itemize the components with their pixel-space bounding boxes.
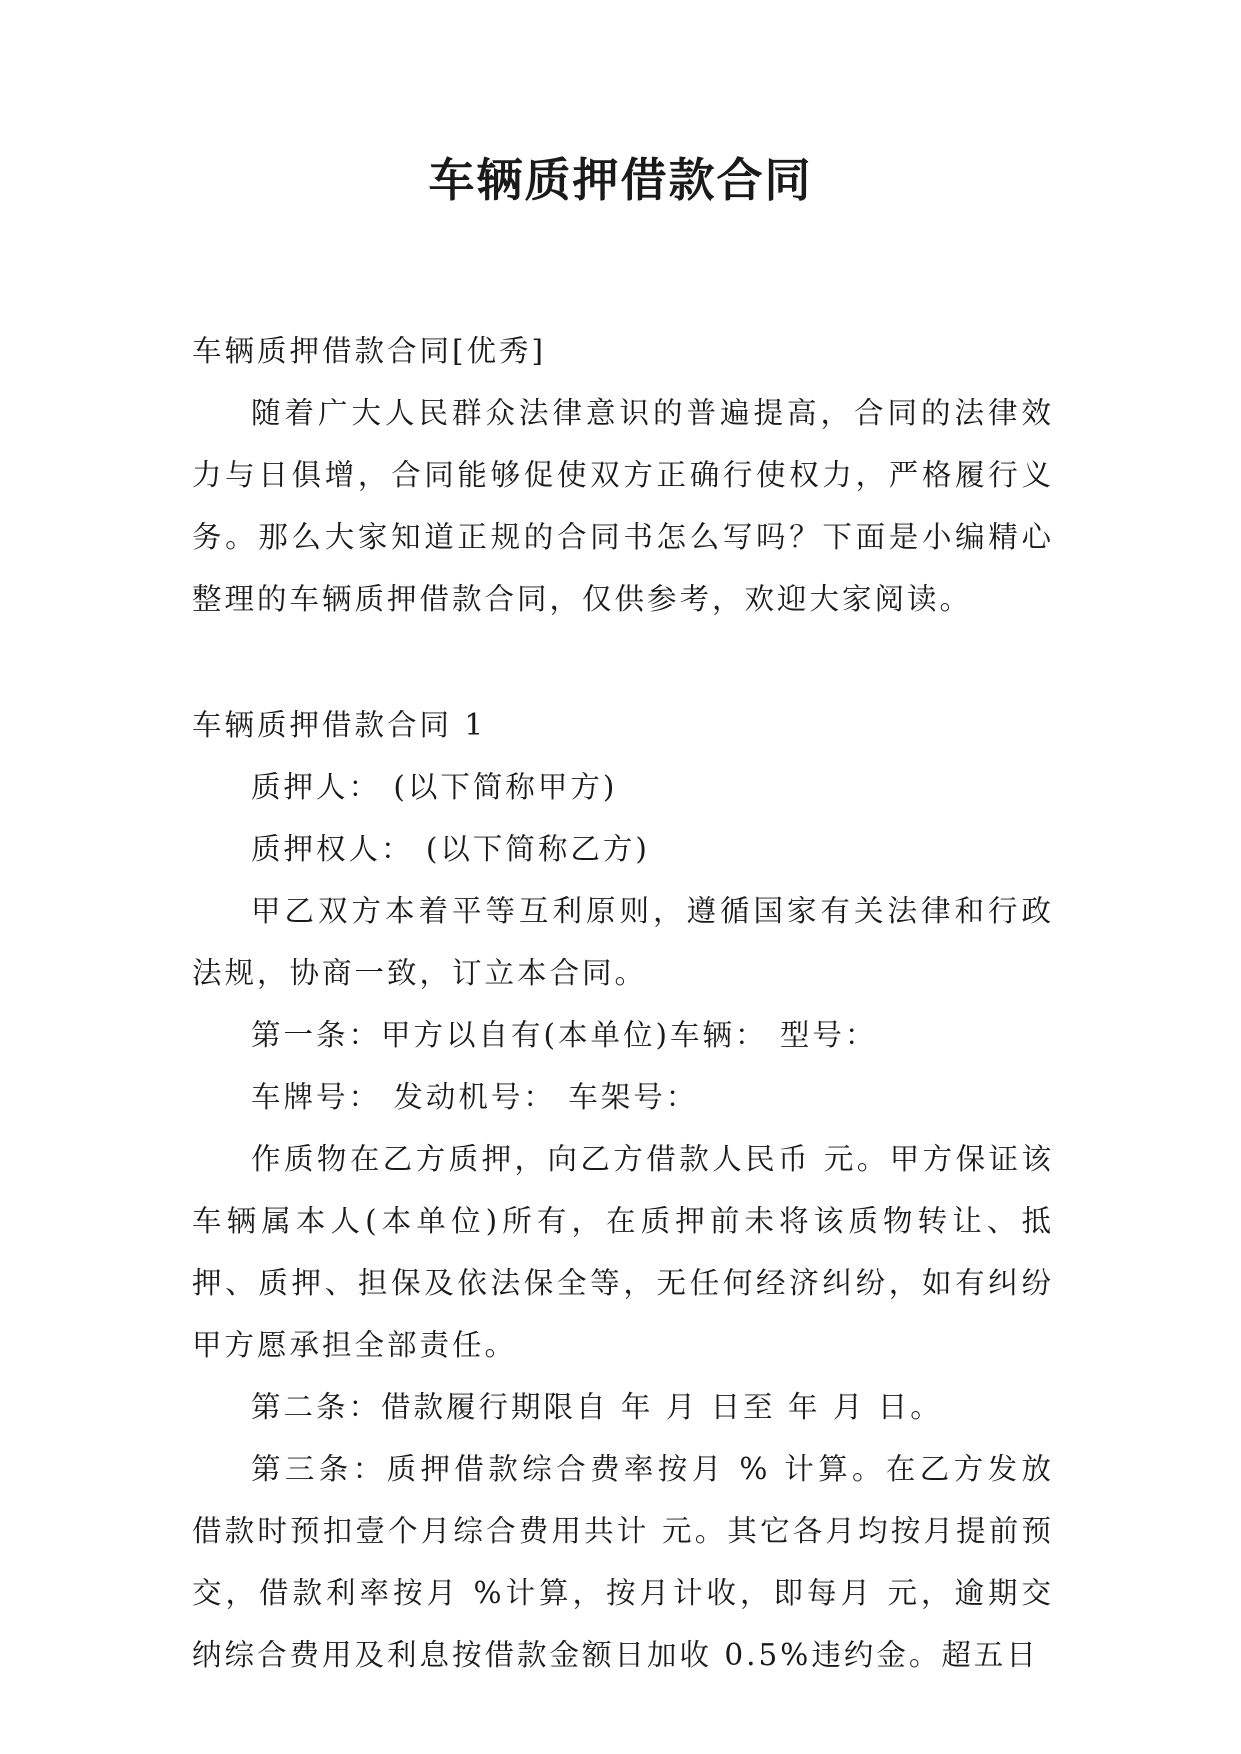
document-body [192,320,1054,1686]
preamble-paragraph: 甲乙双方本着平等互利原则，遵循国家有关法律和行政法规，协商一致，订立本合同。 [192,894,1054,990]
article-3: 第三条：质押借款综合费率按月 % 计算。在乙方发放借款时预扣壹个月综合费用共计 元。其它各月均按月提前预交，借款利率按月 %计算，按月计收，即每月 元，逾期交纳综合费用及利息按借款金额日加收 0.5%违约金。超五日 [192,1452,1054,1672]
pledgee-line: 质押权人： (以下简称乙方) [251,832,650,866]
article-2: 第二条：借款履行期限自 年 月 日至 年 月 日。 [251,1390,943,1424]
intro-paragraph: 随着广大人民群众法律意识的普遍提高，合同的法律效力与日俱增，合同能够促使双方正确行使权力，严格履行义务。那么大家知道正规的合同书怎么写吗？下面是小编精心整理的车辆质押借款合同，仅供参考，欢迎大家阅读。 [192,396,1054,616]
intro-heading: 车辆质押借款合同[优秀] [192,334,547,368]
document-title: 车辆质押借款合同 [428,153,813,207]
section-spacer [192,630,1054,694]
article-1-body: 作质物在乙方质押，向乙方借款人民币 元。甲方保证该车辆属本人(本单位)所有，在质押前未将该质物转让、抵押、质押、担保及依法保全等，无任何经济纠纷，如有纠纷甲方愿承担全部责任。 [192,1142,1054,1362]
article-1-plate-line: 车牌号： 发动机号： 车架号： [251,1080,699,1114]
contract-heading: 车辆质押借款合同 1 [192,708,487,742]
article-1-vehicle-line: 第一条：甲方以自有(本单位)车辆： 型号： [251,1018,878,1052]
pledgor-line: 质押人： (以下简称甲方) [251,770,618,804]
